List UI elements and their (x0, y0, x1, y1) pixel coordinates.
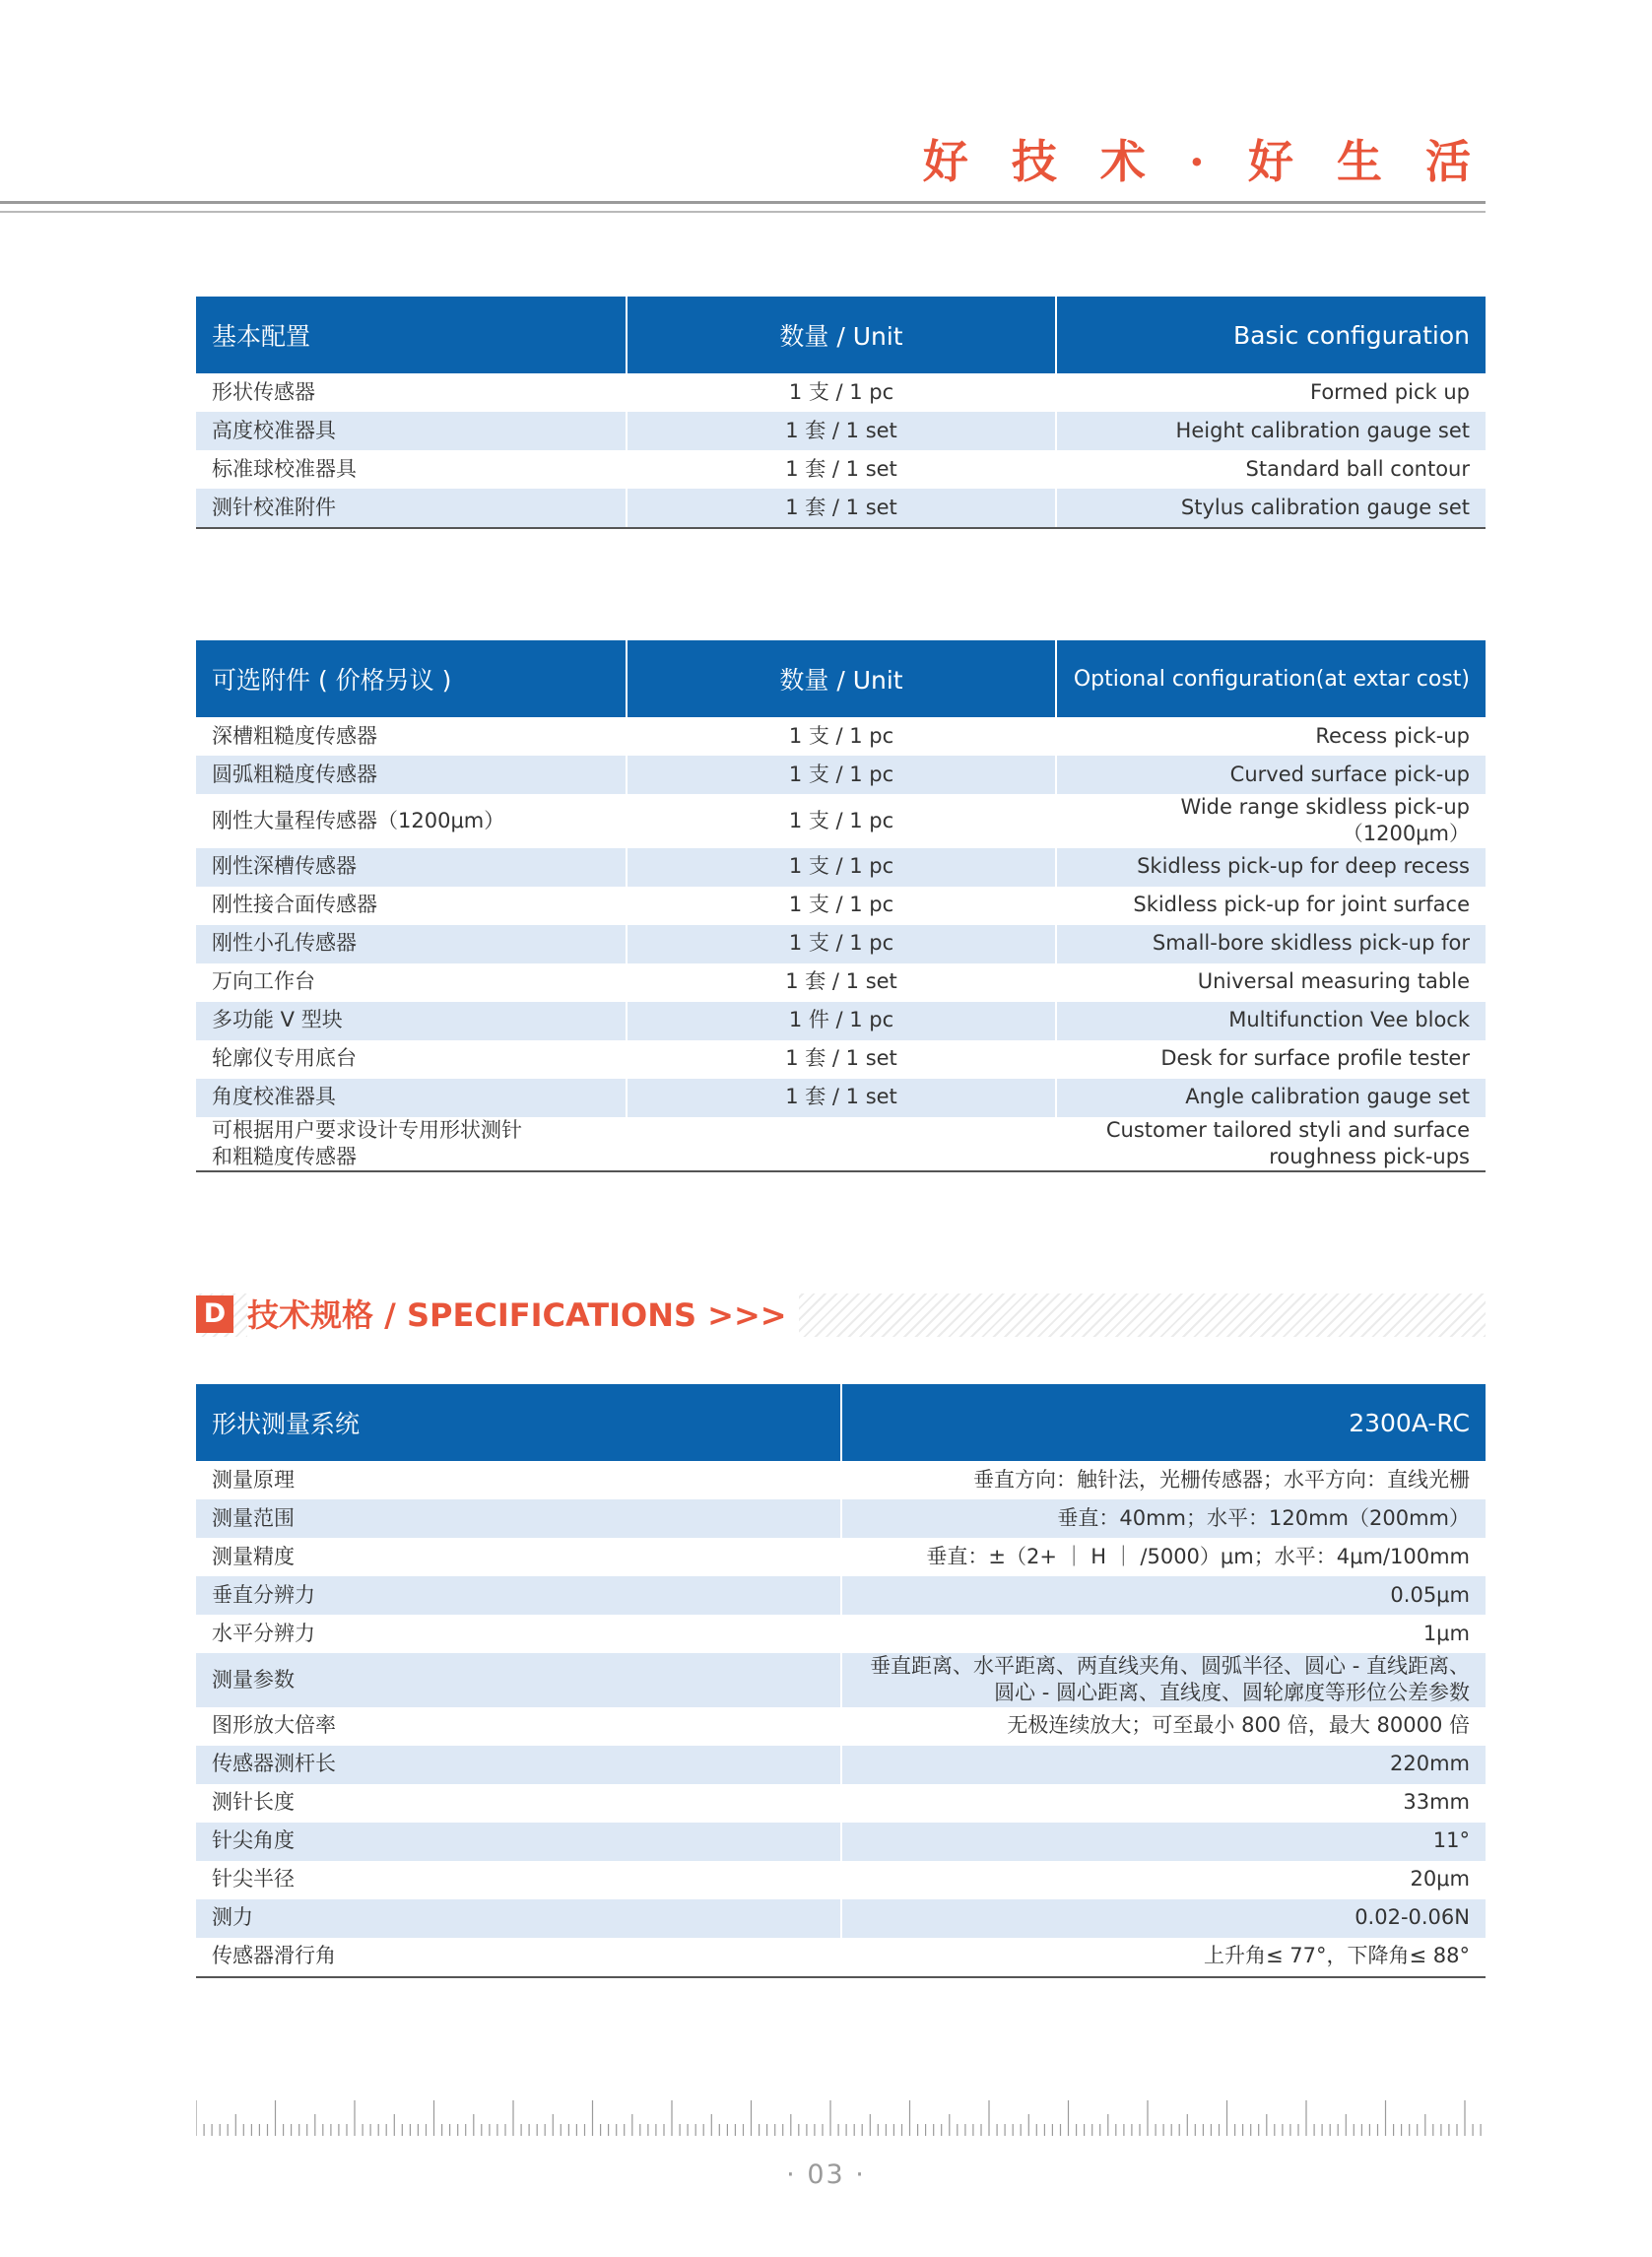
table-cell: 针尖角度 (196, 1823, 841, 1861)
table-cell: Height calibration gauge set (1056, 412, 1486, 450)
table-row (196, 1823, 1486, 1861)
table-cell: Formed pick up (1056, 373, 1486, 412)
table-cell: Small-bore skidless pick-up for (1056, 925, 1486, 963)
section-heading (196, 1294, 1486, 1337)
table-cell: 1 件 / 1 pc (627, 1002, 1056, 1040)
table-row (196, 1899, 1486, 1938)
table-cell: 传感器滑行角 (196, 1938, 841, 1977)
table-cell: 针尖半径 (212, 1867, 295, 1892)
table-row (196, 1117, 1486, 1172)
table-cell: 1 支 / 1 pc (627, 373, 1056, 412)
table-cell: 测量参数 (196, 1653, 841, 1707)
table-row (196, 1461, 1486, 1499)
table-cell: Angle calibration gauge set (1056, 1079, 1486, 1117)
table-row (196, 1784, 1486, 1823)
basic-config-table (196, 297, 1486, 529)
table-cell: 可根据用户要求设计专用形状测针 和粗糙度传感器 (196, 1117, 627, 1172)
table-cell: 刚性小孔传感器 (196, 925, 627, 963)
table-cell: 1 支 / 1 pc (627, 848, 1056, 887)
column-header: Basic configuration (1056, 297, 1486, 373)
table-cell: 测量精度 (212, 1544, 295, 1568)
table-cell: 测力 (196, 1899, 841, 1938)
specifications-body (196, 1461, 1486, 1977)
table-cell: 垂直：40mm；水平：120mm（200mm） (841, 1499, 1486, 1538)
table-header-row (196, 1384, 1486, 1461)
column-header: 基本配置 (196, 297, 627, 373)
table-cell: 33mm (841, 1784, 1486, 1823)
table-cell: 1μm (841, 1615, 1486, 1653)
table-cell: 1 套 / 1 set (627, 489, 1056, 528)
table-row (196, 1653, 1486, 1707)
column-header: 数量 / Unit (627, 640, 1056, 717)
table-cell: 测量原理 (212, 1467, 295, 1492)
table-cell: 0.02-0.06N (841, 1899, 1486, 1938)
optional-config-table (196, 640, 1486, 1172)
table-header-row (196, 297, 1486, 373)
table-cell: 刚性接合面传感器 (212, 893, 377, 917)
table-row (196, 1002, 1486, 1040)
table-row (196, 717, 1486, 756)
table-cell: 图形放大倍率 (212, 1713, 336, 1738)
header-divider-secondary (0, 211, 1486, 213)
section-title: 技术规格 / SPECIFICATIONS >>> (247, 1294, 799, 1337)
column-header: 可选附件 ( 价格另议 ) (196, 640, 627, 717)
table-cell: 1 支 / 1 pc (627, 925, 1056, 963)
table-cell: 垂直：±（2+ ｜ H ｜ /5000）μm；水平：4μm/100mm (841, 1538, 1486, 1576)
column-header: 形状测量系统 (196, 1384, 841, 1461)
table-cell: Curved surface pick-up (1056, 756, 1486, 794)
table-cell: 刚性大量程传感器（1200μm） (212, 808, 505, 832)
table-cell: 测针校准附件 (196, 489, 627, 528)
table-cell: 垂直距离、水平距离、两直线夹角、圆弧半径、圆心 - 直线距离、 圆心 - 圆心距离、直线度、圆轮廓度等形位公差参数 (841, 1653, 1486, 1707)
table-cell: 220mm (841, 1746, 1486, 1784)
table-cell: 1 套 / 1 set (627, 450, 1056, 489)
table-cell: 标准球校准器具 (212, 456, 357, 481)
table-cell: 垂直分辨力 (196, 1576, 841, 1615)
table-cell: 测量范围 (196, 1499, 841, 1538)
table-cell: 1 支 / 1 pc (627, 717, 1056, 756)
table-cell: 测针长度 (212, 1790, 295, 1815)
table-row (196, 887, 1486, 925)
table-row (196, 848, 1486, 887)
table-cell: 1 支 / 1 pc (627, 887, 1056, 925)
table-row (196, 412, 1486, 450)
table-cell: 万向工作台 (212, 969, 315, 994)
table-row (196, 1499, 1486, 1538)
table-row (196, 756, 1486, 794)
table-cell: Multifunction Vee block (1056, 1002, 1486, 1040)
table-cell: 1 套 / 1 set (627, 963, 1056, 1002)
table-cell: 11° (841, 1823, 1486, 1861)
table-cell: 高度校准器具 (196, 412, 627, 450)
table-cell: Recess pick-up (1056, 717, 1486, 756)
table-row (196, 1707, 1486, 1746)
table-row (196, 963, 1486, 1002)
table-cell: Standard ball contour (1056, 450, 1486, 489)
column-header: 数量 / Unit (627, 297, 1056, 373)
section-badge: D (196, 1295, 233, 1333)
header-divider (0, 201, 1486, 204)
table-row (196, 1615, 1486, 1653)
table-row (196, 1538, 1486, 1576)
slogan: 好 技 术 · 好 生 活 (922, 135, 1485, 188)
table-cell: 传感器测杆长 (196, 1746, 841, 1784)
table-cell: Universal measuring table (1056, 963, 1486, 1002)
table-row (196, 1079, 1486, 1117)
optional-config-body (196, 717, 1486, 1171)
table-cell: Wide range skidless pick-up（1200μm） (1056, 794, 1486, 848)
table-cell: 无极连续放大；可至最小 800 倍，最大 80000 倍 (841, 1707, 1486, 1746)
table-cell: Skidless pick-up for joint surface (1056, 887, 1486, 925)
table-cell: 水平分辨力 (212, 1621, 315, 1645)
table-row (196, 489, 1486, 528)
table-row (196, 373, 1486, 412)
table-cell: 20μm (841, 1861, 1486, 1899)
table-cell: Desk for surface profile tester (1056, 1040, 1486, 1079)
basic-config-body (196, 373, 1486, 528)
column-header: 2300A-RC (841, 1384, 1486, 1461)
table-cell: 1 支 / 1 pc (627, 756, 1056, 794)
table-row (196, 1746, 1486, 1784)
table-header-row (196, 640, 1486, 717)
column-header: Optional configuration(at extar cost) (1056, 640, 1486, 717)
table-cell: 1 套 / 1 set (627, 1040, 1056, 1079)
table-cell: 深槽粗糙度传感器 (212, 723, 377, 748)
table-row (196, 1938, 1486, 1977)
table-row (196, 1040, 1486, 1079)
page-number: · 03 · (786, 2159, 866, 2190)
table-row (196, 450, 1486, 489)
table-cell: 1 套 / 1 set (627, 412, 1056, 450)
ruler-decoration (196, 2098, 1486, 2138)
table-cell: 0.05μm (841, 1576, 1486, 1615)
table-cell: 轮廓仪专用底台 (212, 1046, 357, 1071)
table-row (196, 794, 1486, 848)
table-row (196, 925, 1486, 963)
table-cell: 1 支 / 1 pc (627, 794, 1056, 848)
table-cell (627, 1117, 1056, 1172)
table-cell: 1 套 / 1 set (627, 1079, 1056, 1117)
table-cell: 多功能 V 型块 (196, 1002, 627, 1040)
table-cell: 上升角≤ 77°，下降角≤ 88° (841, 1938, 1486, 1977)
table-cell: 垂直方向：触针法，光栅传感器；水平方向：直线光栅 (841, 1461, 1486, 1499)
table-cell: 角度校准器具 (196, 1079, 627, 1117)
table-cell: 形状传感器 (212, 379, 315, 404)
table-row (196, 1861, 1486, 1899)
table-cell: 刚性深槽传感器 (196, 848, 627, 887)
table-cell: Skidless pick-up for deep recess (1056, 848, 1486, 887)
specifications-table (196, 1384, 1486, 1978)
table-cell: Customer tailored styli and surface roughness pick-ups (1056, 1117, 1486, 1172)
table-row (196, 1576, 1486, 1615)
table-cell: Stylus calibration gauge set (1056, 489, 1486, 528)
table-cell: 圆弧粗糙度传感器 (196, 756, 627, 794)
